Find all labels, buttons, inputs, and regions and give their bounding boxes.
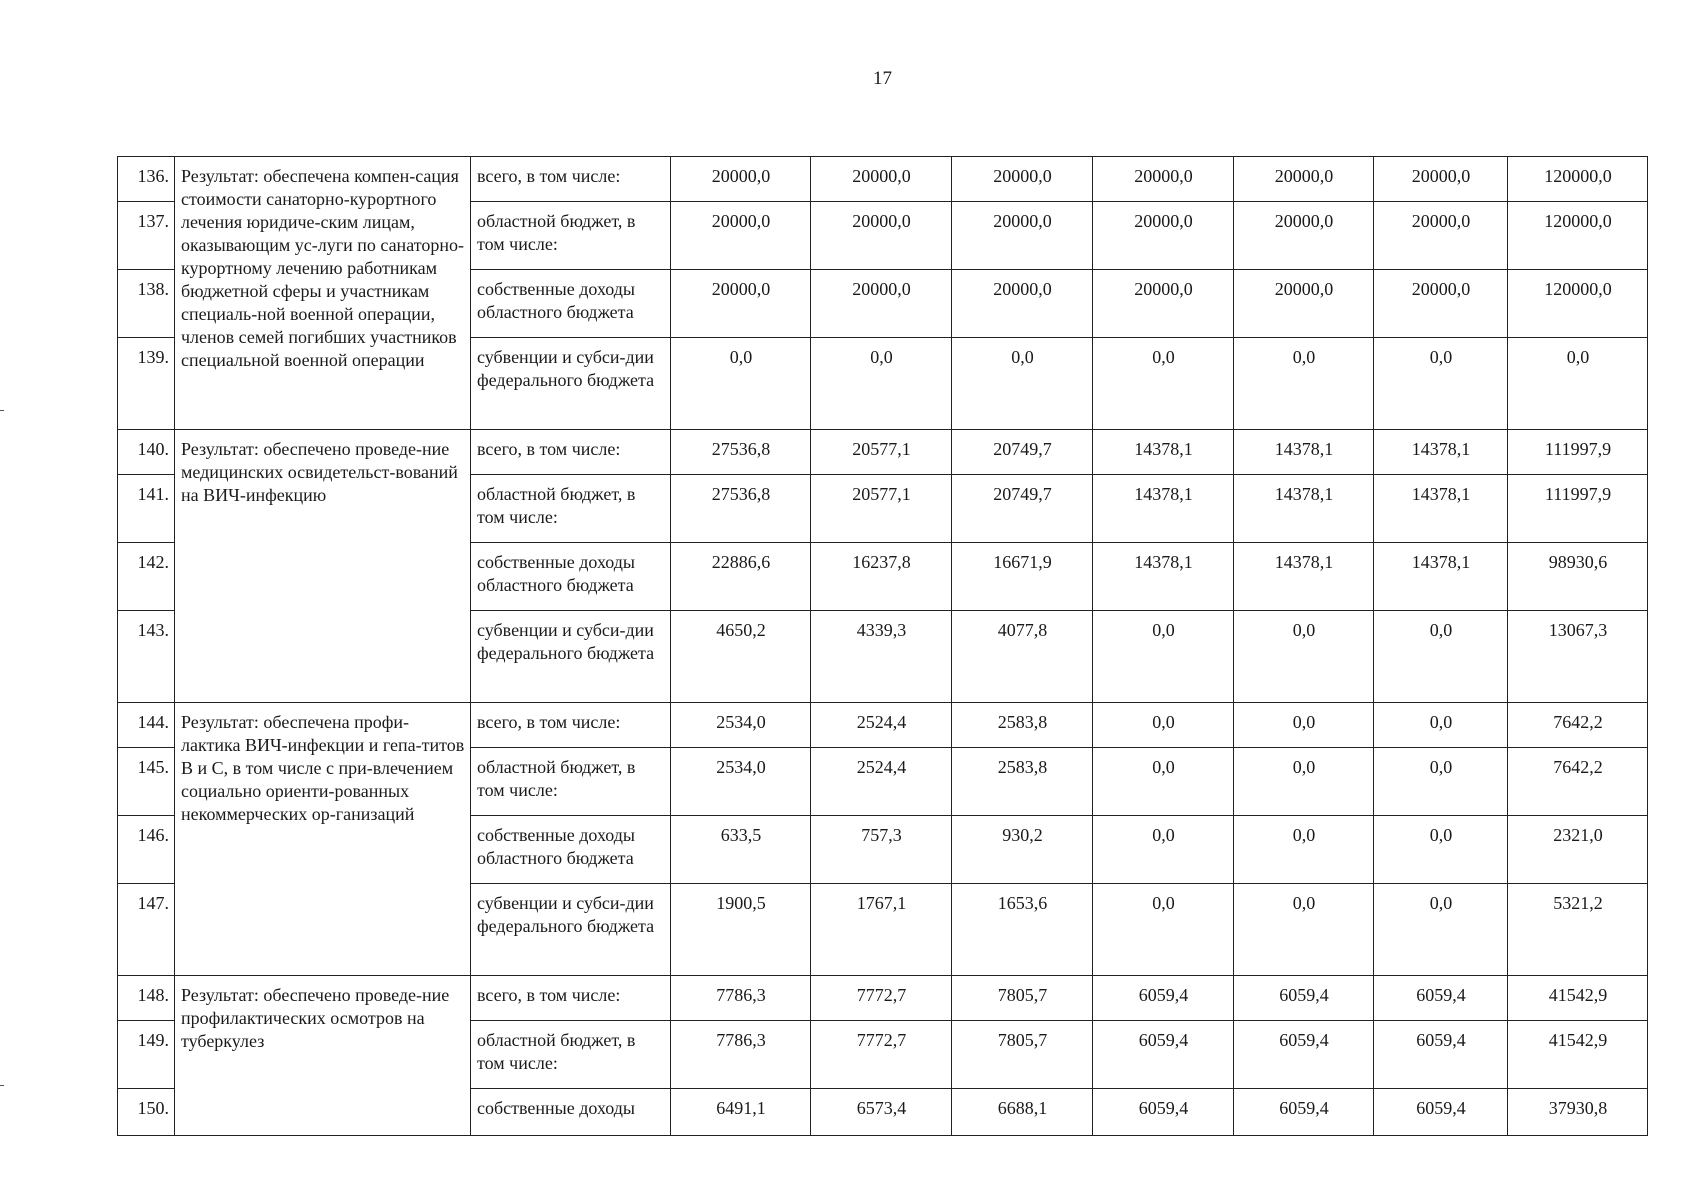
year-value: 14378,1 (1374, 543, 1508, 611)
year-value: 14378,1 (1234, 475, 1374, 543)
year-value: 0,0 (1374, 338, 1508, 430)
total-value: 120000,0 (1508, 157, 1648, 202)
year-value: 0,0 (1093, 816, 1234, 884)
year-value: 0,0 (1234, 611, 1374, 703)
funding-source: субвенции и субси-дии федерального бюджета (471, 338, 671, 430)
table-row (118, 157, 1648, 202)
total-value: 5321,2 (1508, 884, 1648, 976)
year-value: 2524,4 (811, 748, 952, 816)
total-value: 7642,2 (1508, 703, 1648, 748)
year-value: 2534,0 (671, 748, 811, 816)
year-value: 14378,1 (1374, 430, 1508, 475)
funding-source: областной бюджет, в том числе: (471, 202, 671, 270)
year-value: 0,0 (952, 338, 1093, 430)
result-description: Результат: обеспечена компен-сация стоимости санаторно-курортного лечения юридиче-ским лицам, оказывающим ус-луги по санаторно-курортному лечению работникам бюджетной сферы и участникам специаль-ной военной операции, членов семей погибших участников специальной военной операции (175, 157, 471, 430)
year-value: 2524,4 (811, 703, 952, 748)
year-value: 6059,4 (1234, 976, 1374, 1021)
funding-source: всего, в том числе: (471, 703, 671, 748)
year-value: 6059,4 (1093, 1089, 1234, 1136)
year-value: 6573,4 (811, 1089, 952, 1136)
year-value: 2534,0 (671, 703, 811, 748)
row-number: 137. (118, 202, 175, 270)
year-value: 6059,4 (1234, 1021, 1374, 1089)
year-value: 0,0 (1093, 703, 1234, 748)
funding-source: всего, в том числе: (471, 430, 671, 475)
year-value: 14378,1 (1093, 543, 1234, 611)
funding-source: областной бюджет, в том числе: (471, 475, 671, 543)
year-value: 7786,3 (671, 976, 811, 1021)
total-value: 120000,0 (1508, 270, 1648, 338)
row-number: 142. (118, 543, 175, 611)
year-value: 14378,1 (1234, 543, 1374, 611)
year-value: 20000,0 (811, 157, 952, 202)
year-value: 6059,4 (1374, 1089, 1508, 1136)
year-value: 0,0 (1374, 611, 1508, 703)
row-number: 136. (118, 157, 175, 202)
result-description: Результат: обеспечено проведе-ние медицинских освидетельст-вований на ВИЧ-инфекцию (175, 430, 471, 703)
funding-source: всего, в том числе: (471, 157, 671, 202)
year-value: 4339,3 (811, 611, 952, 703)
year-value: 0,0 (1374, 703, 1508, 748)
year-value: 0,0 (1093, 611, 1234, 703)
total-value: 111997,9 (1508, 475, 1648, 543)
scan-artifact-mark (0, 410, 4, 411)
total-value: 98930,6 (1508, 543, 1648, 611)
funding-source: собственные доходы областного бюджета (471, 270, 671, 338)
year-value: 20749,7 (952, 475, 1093, 543)
year-value: 20000,0 (1374, 157, 1508, 202)
row-number: 143. (118, 611, 175, 703)
row-number: 150. (118, 1089, 175, 1136)
year-value: 14378,1 (1374, 475, 1508, 543)
year-value: 6059,4 (1234, 1089, 1374, 1136)
year-value: 0,0 (1234, 884, 1374, 976)
row-number: 145. (118, 748, 175, 816)
row-number: 141. (118, 475, 175, 543)
year-value: 0,0 (1234, 703, 1374, 748)
year-value: 0,0 (1093, 338, 1234, 430)
year-value: 20000,0 (1093, 157, 1234, 202)
year-value: 7772,7 (811, 976, 952, 1021)
year-value: 20000,0 (671, 270, 811, 338)
total-value: 2321,0 (1508, 816, 1648, 884)
result-description: Результат: обеспечено проведе-ние профилактических осмотров на туберкулез (175, 976, 471, 1136)
year-value: 6059,4 (1374, 976, 1508, 1021)
year-value: 22886,6 (671, 543, 811, 611)
year-value: 6059,4 (1093, 1021, 1234, 1089)
year-value: 0,0 (1093, 884, 1234, 976)
year-value: 0,0 (1093, 748, 1234, 816)
funding-source: субвенции и субси-дии федерального бюджета (471, 611, 671, 703)
year-value: 1900,5 (671, 884, 811, 976)
total-value: 0,0 (1508, 338, 1648, 430)
funding-source: собственные доходы (471, 1089, 671, 1136)
scan-artifact-mark (0, 1085, 4, 1086)
year-value: 6059,4 (1374, 1021, 1508, 1089)
year-value: 14378,1 (1093, 475, 1234, 543)
year-value: 6491,1 (671, 1089, 811, 1136)
year-value: 20749,7 (952, 430, 1093, 475)
year-value: 7805,7 (952, 1021, 1093, 1089)
year-value: 20000,0 (671, 202, 811, 270)
row-number: 138. (118, 270, 175, 338)
year-value: 20000,0 (811, 202, 952, 270)
year-value: 20577,1 (811, 475, 952, 543)
result-description: Результат: обеспечена профи-лактика ВИЧ-инфекции и гепа-титов В и С, в том числе с при-влечением социально ориенти-рованных некоммерческих ор-ганизаций (175, 703, 471, 976)
year-value: 0,0 (811, 338, 952, 430)
year-value: 2583,8 (952, 748, 1093, 816)
year-value: 27536,8 (671, 475, 811, 543)
year-value: 20000,0 (1234, 202, 1374, 270)
budget-table (117, 156, 1648, 1136)
total-value: 13067,3 (1508, 611, 1648, 703)
year-value: 27536,8 (671, 430, 811, 475)
year-value: 20000,0 (1234, 270, 1374, 338)
year-value: 0,0 (1374, 748, 1508, 816)
year-value: 633,5 (671, 816, 811, 884)
year-value: 0,0 (1374, 884, 1508, 976)
funding-source: собственные доходы областного бюджета (471, 816, 671, 884)
year-value: 20000,0 (1374, 202, 1508, 270)
year-value: 20000,0 (952, 202, 1093, 270)
funding-source: областной бюджет, в том числе: (471, 1021, 671, 1089)
row-number: 144. (118, 703, 175, 748)
row-number: 149. (118, 1021, 175, 1089)
year-value: 2583,8 (952, 703, 1093, 748)
year-value: 1767,1 (811, 884, 952, 976)
total-value: 7642,2 (1508, 748, 1648, 816)
year-value: 7786,3 (671, 1021, 811, 1089)
table-row (118, 430, 1648, 475)
year-value: 0,0 (1234, 816, 1374, 884)
year-value: 0,0 (671, 338, 811, 430)
year-value: 7772,7 (811, 1021, 952, 1089)
year-value: 14378,1 (1093, 430, 1234, 475)
year-value: 16237,8 (811, 543, 952, 611)
funding-source: областной бюджет, в том числе: (471, 748, 671, 816)
year-value: 930,2 (952, 816, 1093, 884)
funding-source: субвенции и субси-дии федерального бюджета (471, 884, 671, 976)
year-value: 6688,1 (952, 1089, 1093, 1136)
year-value: 1653,6 (952, 884, 1093, 976)
total-value: 37930,8 (1508, 1089, 1648, 1136)
year-value: 20000,0 (952, 157, 1093, 202)
year-value: 20577,1 (811, 430, 952, 475)
total-value: 41542,9 (1508, 1021, 1648, 1089)
year-value: 20000,0 (671, 157, 811, 202)
row-number: 146. (118, 816, 175, 884)
row-number: 148. (118, 976, 175, 1021)
year-value: 757,3 (811, 816, 952, 884)
table-row (118, 976, 1648, 1021)
year-value: 0,0 (1234, 748, 1374, 816)
total-value: 41542,9 (1508, 976, 1648, 1021)
year-value: 0,0 (1234, 338, 1374, 430)
total-value: 111997,9 (1508, 430, 1648, 475)
total-value: 120000,0 (1508, 202, 1648, 270)
year-value: 20000,0 (811, 270, 952, 338)
year-value: 6059,4 (1093, 976, 1234, 1021)
row-number: 139. (118, 338, 175, 430)
funding-source: собственные доходы областного бюджета (471, 543, 671, 611)
row-number: 140. (118, 430, 175, 475)
funding-source: всего, в том числе: (471, 976, 671, 1021)
row-number: 147. (118, 884, 175, 976)
year-value: 4650,2 (671, 611, 811, 703)
year-value: 16671,9 (952, 543, 1093, 611)
year-value: 0,0 (1374, 816, 1508, 884)
year-value: 20000,0 (1234, 157, 1374, 202)
year-value: 14378,1 (1234, 430, 1374, 475)
year-value: 20000,0 (1093, 202, 1234, 270)
table-row (118, 703, 1648, 748)
year-value: 20000,0 (1093, 270, 1234, 338)
year-value: 4077,8 (952, 611, 1093, 703)
year-value: 20000,0 (952, 270, 1093, 338)
year-value: 7805,7 (952, 976, 1093, 1021)
page-number: 17 (873, 68, 892, 89)
year-value: 20000,0 (1374, 270, 1508, 338)
